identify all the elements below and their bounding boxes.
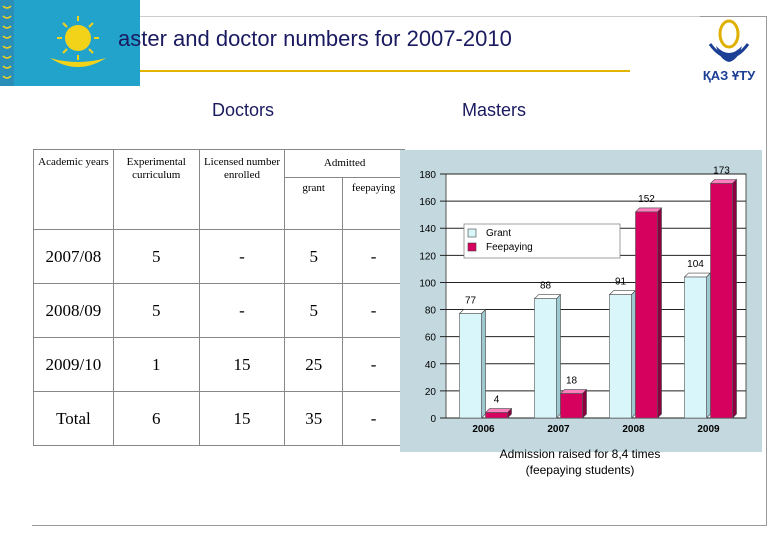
bar-top <box>535 295 561 299</box>
x-tick-label: 2009 <box>697 424 720 435</box>
cell-grant: 25 <box>285 338 343 392</box>
table-row <box>34 230 405 284</box>
x-tick-label: 2007 <box>547 424 570 435</box>
cell-feepaying: - <box>343 230 405 284</box>
y-tick-label: 0 <box>430 414 436 425</box>
cell-feepaying: - <box>343 338 405 392</box>
cell-grant: 35 <box>285 392 343 446</box>
cell-feepaying: - <box>343 284 405 338</box>
data-label: 91 <box>614 276 627 288</box>
header-experimental-curriculum: Experimental curriculum <box>113 150 199 230</box>
cell-year: 2009/10 <box>34 338 114 392</box>
masters-chart-svg <box>400 150 762 452</box>
x-tick-label: 2006 <box>472 424 495 435</box>
bar-side <box>632 291 636 418</box>
cell-grant: 5 <box>285 284 343 338</box>
logo-text: ҚАЗ ҰТУ <box>702 68 756 83</box>
y-tick-label: 120 <box>419 251 436 263</box>
data-label: 104 <box>687 259 704 271</box>
cell-year: 2008/09 <box>34 284 114 338</box>
header-feepaying: feepaying <box>343 178 405 230</box>
bar <box>685 277 707 418</box>
top-rule <box>140 16 700 17</box>
cell-curriculum: 5 <box>113 284 199 338</box>
bar <box>561 394 583 418</box>
bar <box>711 183 733 418</box>
cell-curriculum: 1 <box>113 338 199 392</box>
cell-grant: 5 <box>285 230 343 284</box>
header-academic-years: Academic years <box>34 150 114 230</box>
cell-licensed: - <box>199 284 285 338</box>
cell-year: Total <box>34 392 114 446</box>
y-tick-label: 60 <box>424 332 436 344</box>
bar-top <box>610 291 636 295</box>
bar-top <box>636 208 662 212</box>
y-tick-label: 180 <box>419 170 436 181</box>
cell-curriculum: 5 <box>113 230 199 284</box>
doctors-label: Doctors <box>212 100 275 120</box>
y-tick-label: 140 <box>419 224 436 236</box>
page-title: aster and doctor numbers for 2007-2010 <box>118 26 512 51</box>
y-tick-label: 20 <box>424 386 436 398</box>
bar-top <box>711 179 737 183</box>
university-logo <box>690 16 768 86</box>
legend-label: Grant <box>486 228 512 239</box>
bar <box>636 212 658 418</box>
cell-licensed: 15 <box>199 392 285 446</box>
caption-line-1: Admission raised for 8,4 times <box>499 447 661 461</box>
y-tick-label: 40 <box>424 359 436 371</box>
bar-side <box>557 295 561 418</box>
bar-side <box>658 208 662 418</box>
header-admitted: Admitted <box>285 150 405 178</box>
bar-top <box>685 273 711 277</box>
bar <box>610 295 632 418</box>
bar-side <box>733 179 737 418</box>
y-tick-label: 160 <box>419 197 436 209</box>
header-licensed-number: Licensed number enrolled <box>199 150 285 230</box>
data-label: 152 <box>638 193 655 205</box>
table-row-total <box>34 392 405 446</box>
x-tick-label: 2008 <box>622 424 645 435</box>
table-row <box>34 284 405 338</box>
caption-line-2: (feepaying students) <box>525 463 635 477</box>
y-tick-label: 80 <box>424 305 436 317</box>
bar <box>535 299 557 418</box>
cell-licensed: - <box>199 230 285 284</box>
bar <box>486 413 508 418</box>
header-grant: grant <box>285 178 343 230</box>
title-underline <box>140 70 630 72</box>
legend-swatch <box>468 243 476 251</box>
cell-curriculum: 6 <box>113 392 199 446</box>
y-tick-label: 100 <box>419 278 436 290</box>
cell-year: 2007/08 <box>34 230 114 284</box>
bar-top <box>561 390 587 394</box>
table-row <box>34 338 405 392</box>
bar-side <box>583 390 587 418</box>
bar-top <box>460 310 486 314</box>
legend-swatch <box>468 229 476 237</box>
doctors-table <box>33 149 405 446</box>
data-label: 18 <box>565 375 578 387</box>
bar-side <box>707 273 711 418</box>
masters-chart <box>400 150 762 452</box>
data-label: 4 <box>493 394 500 406</box>
cell-licensed: 15 <box>199 338 285 392</box>
bar-side <box>482 310 486 418</box>
data-label: 88 <box>539 280 552 292</box>
chart-caption <box>420 446 740 478</box>
data-label: 77 <box>464 295 477 307</box>
bar-top <box>486 409 512 413</box>
masters-label: Masters <box>462 100 527 120</box>
legend-label: Feepaying <box>486 242 533 253</box>
bar <box>460 314 482 418</box>
data-label: 173 <box>713 165 730 177</box>
cell-feepaying: - <box>343 392 405 446</box>
